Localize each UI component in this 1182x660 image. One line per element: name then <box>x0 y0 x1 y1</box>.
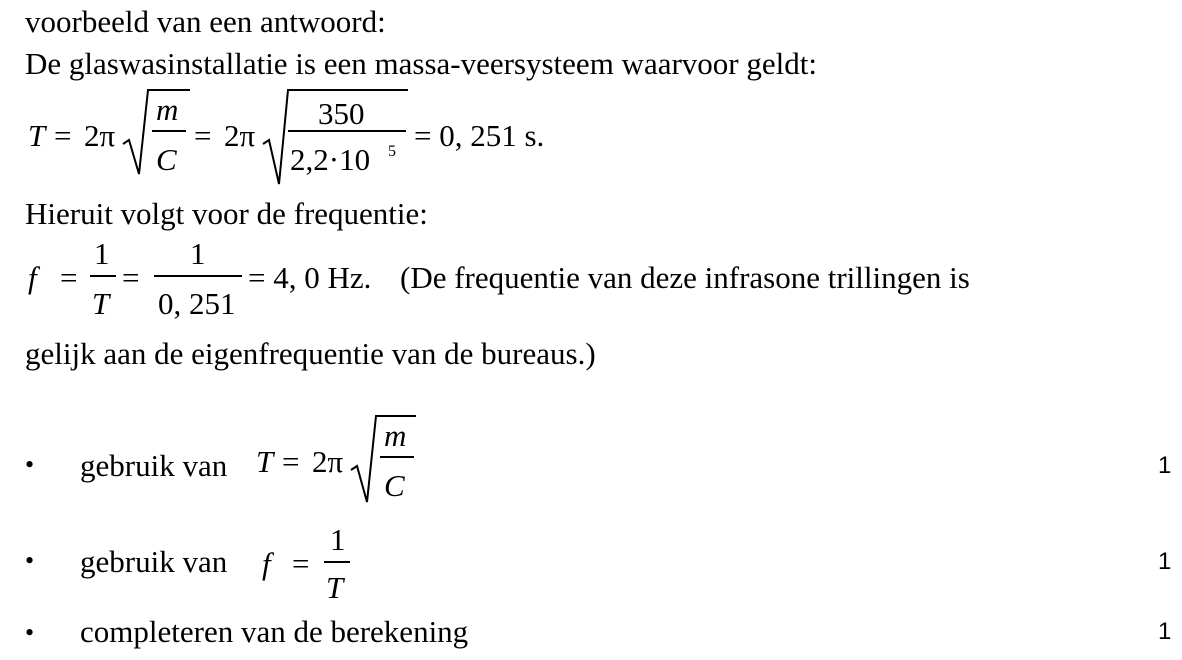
criterion-3-score: 1 <box>1158 618 1172 645</box>
svg-text:2π: 2π <box>312 444 344 479</box>
eq1-equals-1: = <box>54 118 72 153</box>
eq2-f: f <box>28 260 37 295</box>
svg-text:=: = <box>282 444 300 479</box>
system-statement: De glaswasinstallatie is een massa-veersysteem waarvoor geldt: <box>25 46 817 81</box>
bullet-2: • <box>25 546 35 575</box>
eq2-T: T <box>92 286 110 321</box>
svg-text:=: = <box>292 546 310 581</box>
criterion-1-score: 1 <box>1158 452 1172 479</box>
intro-text: voorbeeld van een antwoord: <box>25 4 386 39</box>
svg-text:T: T <box>326 570 344 600</box>
eq2-one-2: 1 <box>190 236 206 271</box>
svg-text:f: f <box>262 546 271 581</box>
frequency-intro: Hieruit volgt voor de frequentie: <box>25 196 428 231</box>
eq2-equals-2: = <box>122 260 140 295</box>
eq1-result: = 0, 251 s. <box>414 118 545 153</box>
svg-text:m: m <box>384 418 407 453</box>
eq1-exponent: 5 <box>388 143 396 160</box>
bullet-3: • <box>25 618 35 647</box>
eq1-numerator: 350 <box>318 96 365 131</box>
eq1-2pi-2: 2π <box>224 118 256 153</box>
svg-text:C: C <box>384 468 405 503</box>
criterion-2-score: 1 <box>1158 548 1172 575</box>
eq2-denominator: 0, 251 <box>158 286 236 321</box>
frequency-equation <box>20 234 1120 324</box>
eq1-m: m <box>156 92 179 127</box>
criterion-2-formula <box>250 520 370 600</box>
period-equation <box>20 86 640 186</box>
eq1-T: T <box>28 118 46 153</box>
eq2-note: (De frequentie van deze infrasone trillingen is <box>400 260 970 295</box>
eq2-equals-1: = <box>60 260 78 295</box>
eq2-one-1: 1 <box>94 236 110 271</box>
criterion-1-formula <box>250 412 450 512</box>
svg-text:T: T <box>256 444 274 479</box>
svg-text:1: 1 <box>330 522 346 557</box>
bullet-1: • <box>25 450 35 479</box>
eigenfrequency-note: gelijk aan de eigenfrequentie van de bureaus.) <box>25 336 596 371</box>
eq2-result: = 4, 0 Hz. <box>248 260 372 295</box>
criterion-3-text: completeren van de berekening <box>80 614 469 649</box>
criterion-2-text: gebruik van <box>80 544 228 579</box>
criterion-1-text: gebruik van <box>80 448 228 483</box>
eq1-denominator: 2,2·10 <box>290 142 371 177</box>
eq1-equals-2: = <box>194 118 212 153</box>
eq1-2pi-1: 2π <box>84 118 116 153</box>
eq1-C: C <box>156 142 177 177</box>
